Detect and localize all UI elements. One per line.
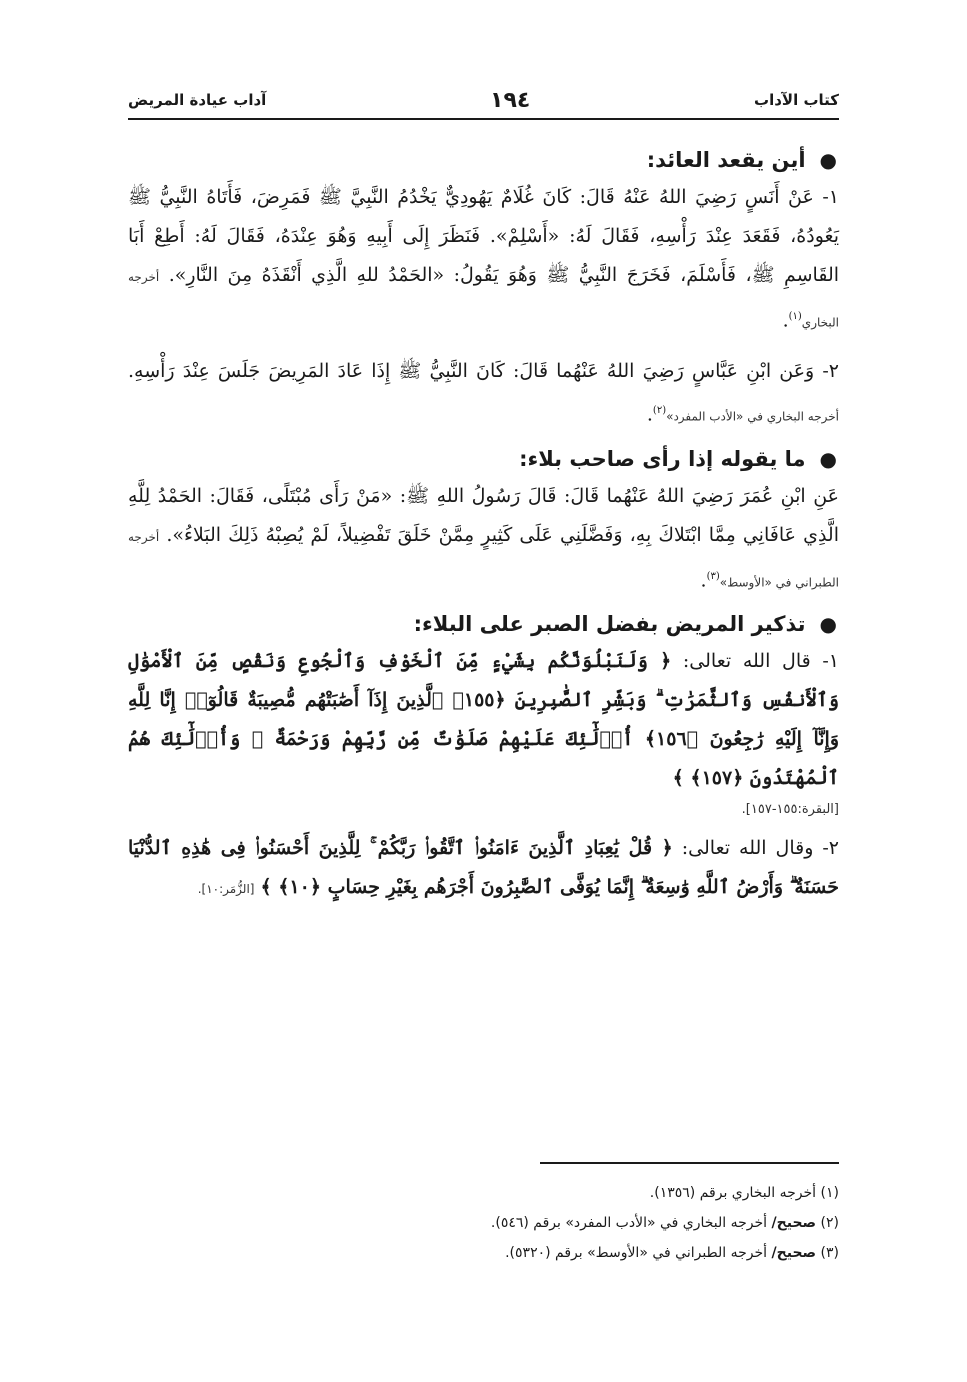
verse-reference: [الزُّمَر:١٠]. [197,881,255,896]
verse-2 [128,829,839,909]
hadith-text: ٢- وَعَن ابْنِ عَبَّاسٍ رَضِيَ اللهُ عَنْهُما قَالَ: كَانَ النَّبِيُّ ﷺ إِذَا عَادَ المَرِيضَ جَلَسَ عِنْدَ رَأْسِهِ. [128,360,839,383]
footnote-item [128,1178,839,1208]
verse-text: ﴿ قُلْ يَٰعِبَادِ ٱلَّذِينَ ءَامَنُوا۟ ٱتَّقُوا۟ رَبَّكُمْ ۚ لِلَّذِينَ أَحْسَنُوا۟ فِى هَٰذِهِ ٱلدُّنْيَا حَسَنَةٌ ۗ وَأَرْضُ ٱللَّهِ وَٰسِعَةٌ ۗ إِنَّمَا يُوَفَّى ٱلصَّٰبِرُونَ أَجْرَهُم بِغَيْرِ حِسَابٍ ﴿١٠﴾ ﴾ [128,836,839,898]
footnote-text: أخرجه البخاري برقم (١٣٥٦). [649,1185,817,1201]
bullet-icon: ● [819,611,837,636]
heading-text: ما يقوله إذا رأى صاحب بلاء: [519,446,806,471]
footnote-item [128,1208,839,1238]
page-number: ١٩٤ [490,87,531,113]
footnote-marker: (٣) [706,570,720,582]
chapter-title: آداب عيادة المريض [128,91,267,109]
bullet-icon: ● [819,148,837,172]
verse-1 [128,642,839,798]
header-rule [128,118,839,120]
section-heading [128,612,839,636]
footnote-marker: (٢) [652,405,667,417]
page-header [128,86,839,114]
footnote-text: أخرجه البخاري في «الأدب المفرد» برقم (٥٤٦). [490,1215,768,1231]
heading-text: أين يقعد العائد: [646,148,806,172]
footnote-grade: صحيح/ [771,1245,817,1261]
section-heading [128,447,839,471]
hadith-text: عَنِ ابْنِ عُمَرَ رَضِيَ اللهُ عَنْهُما قَالَ: قَالَ رَسُولُ اللهِ ﷺ: «مَنْ رَأَى مُبْتَلًى، فَقَالَ: الحَمْدُ لِلَّهِ الَّذِي عَافَانِي مِمَّا ابْتَلاكَ بِهِ، وَفَضَّلَنِي عَلَى كَثِيرٍ مِمَّنْ خَلَقَ تَفْضِيلاً، لَمْ يُصِبْهُ ذَلِكَ البَلاءُ». [128,484,839,546]
bullet-icon: ● [819,446,837,471]
footnote-text: أخرجه الطبراني في «الأوسط» برقم (٥٣٢٠). [505,1245,768,1261]
footnote-item [128,1238,839,1268]
footnotes [128,1178,839,1268]
verse-intro: ١- قال الله تعالى: [682,649,840,672]
section-heading [128,148,839,172]
verse-intro: ٢- وقال الله تعالى: [681,836,839,859]
footnote-rule [540,1162,839,1164]
footnote-number: (١) [820,1185,839,1201]
footnote-marker: (١) [788,311,802,322]
hadith-source: أخرجه البخاري [128,270,839,330]
verse-text: ﴿ وَلَنَبْلُوَنَّكُم بِشَيْءٍ مِّنَ ٱلْخَوْفِ وَٱلْجُوعِ وَنَقْصٍ مِّنَ ٱلْأَمْوَٰلِ وَٱلْأَنفُسِ وَٱلثَّمَرَٰتِ ۗ وَبَشِّرِ ٱلصَّٰبِرِينَ ﴿١٥٥﴾ ٱلَّذِينَ إِذَآ أَصَٰبَتْهُم مُّصِيبَةٌ قَالُوٓا۟ إِنَّا لِلَّهِ وَإِنَّآ إِلَيْهِ رَٰجِعُونَ ﴿١٥٦﴾ أُو۟لَٰٓئِكَ عَلَيْهِمْ صَلَوَٰتٌ مِّن رَّبِّهِمْ وَرَحْمَةٌ ۖ وَأُو۟لَٰٓئِكَ هُمُ ٱلْمُهْتَدُونَ ﴿١٥٧﴾ ﴾ [128,649,839,789]
footnote-number: (٣) [820,1245,839,1261]
hadith-text: ١- عَنْ أَنَسٍ رَضِيَ اللهُ عَنْهُ قَالَ: كَانَ غُلَامٌ يَهُودِيٌّ يَخْدُمُ النَّبِيَّ ﷺ فَمَرِضَ، فَأَتَاهُ النَّبِيُّ ﷺ يَعُودُهُ، فَقَعَدَ عِنْدَ رَأْسِهِ، فَقَالَ لَهُ: «أَسْلِمْ». فَنَظَرَ إِلَى أَبِيهِ وَهُوَ عِنْدَهُ، فَقَالَ لَهُ: أَطِعْ أَبَا القَاسِمِ ﷺ، فَأَسْلَمَ، فَخَرَجَ النَّبِيُّ ﷺ وَهُوَ يَقُولُ: «الحَمْدُ للهِ الَّذِي أَنْقَذَهُ مِنَ النَّارِ». [128,186,840,286]
book-title: كتاب الآداب [754,91,839,109]
verse-reference: [البقرة:١٥٥-١٥٧]. [741,801,839,817]
hadith-1: ١- عَنْ أَنَسٍ رَضِيَ اللهُ عَنْهُ قَالَ: كَانَ غُلَامٌ يَهُودِيٌّ يَخْدُمُ النَّبِيَّ ﷺ فَمَرِضَ، فَأَتَاهُ النَّبِيُّ ﷺ يَعُودُهُ، فَقَعَدَ عِنْدَ رَأْسِهِ، فَقَالَ لَهُ: «أَسْلِمْ». فَنَظَرَ إِلَى أَبِيهِ وَهُوَ عِنْدَهُ، فَقَالَ لَهُ: أَطِعْ أَبَا القَاسِمِ ﷺ، فَأَسْلَمَ، فَخَرَجَ النَّبِيُّ ﷺ وَهُوَ يَقُولُ: «الحَمْدُ للهِ الَّذِي أَنْقَذَهُ مِنَ النَّارِ». أخرجه البخاري$^{(١)}$. [128,186,840,332]
hadith-2: ٢- وَعَن ابْنِ عَبَّاسٍ رَضِيَ اللهُ عَنْهُما قَالَ: كَانَ النَّبِيُّ ﷺ إِذَا عَادَ المَرِيضَ جَلَسَ عِنْدَ رَأْسِهِ. أخرجه البخاري في «الأدب المفرد»$^{(٢)}$. [128,360,839,426]
hadith-source: أخرجه الطبراني في «الأوسط» [128,529,839,589]
footnote-number: (٢) [820,1215,839,1231]
page-body [128,140,839,919]
hadith-3: عَنِ ابْنِ عُمَرَ رَضِيَ اللهُ عَنْهُما قَالَ: قَالَ رَسُولُ اللهِ ﷺ: «مَنْ رَأَى مُبْتَلًى، فَقَالَ: الحَمْدُ لِلَّهِ الَّذِي عَافَانِي مِمَّا ابْتَلاكَ بِهِ، وَفَضَّلَنِي عَلَى كَثِيرٍ مِمَّنْ خَلَقَ تَفْضِيلاً، لَمْ يُصِبْهُ ذَلِكَ البَلاءُ». أخرجه الطبراني في «الأوسط»$^{(٣)}$. [128,484,839,591]
hadith-source: أخرجه البخاري في «الأدب المفرد» [666,409,839,424]
footnote-grade: صحيح/ [771,1215,817,1231]
heading-text: تذكير المريض بفضل الصبر على البلاء: [413,611,806,636]
